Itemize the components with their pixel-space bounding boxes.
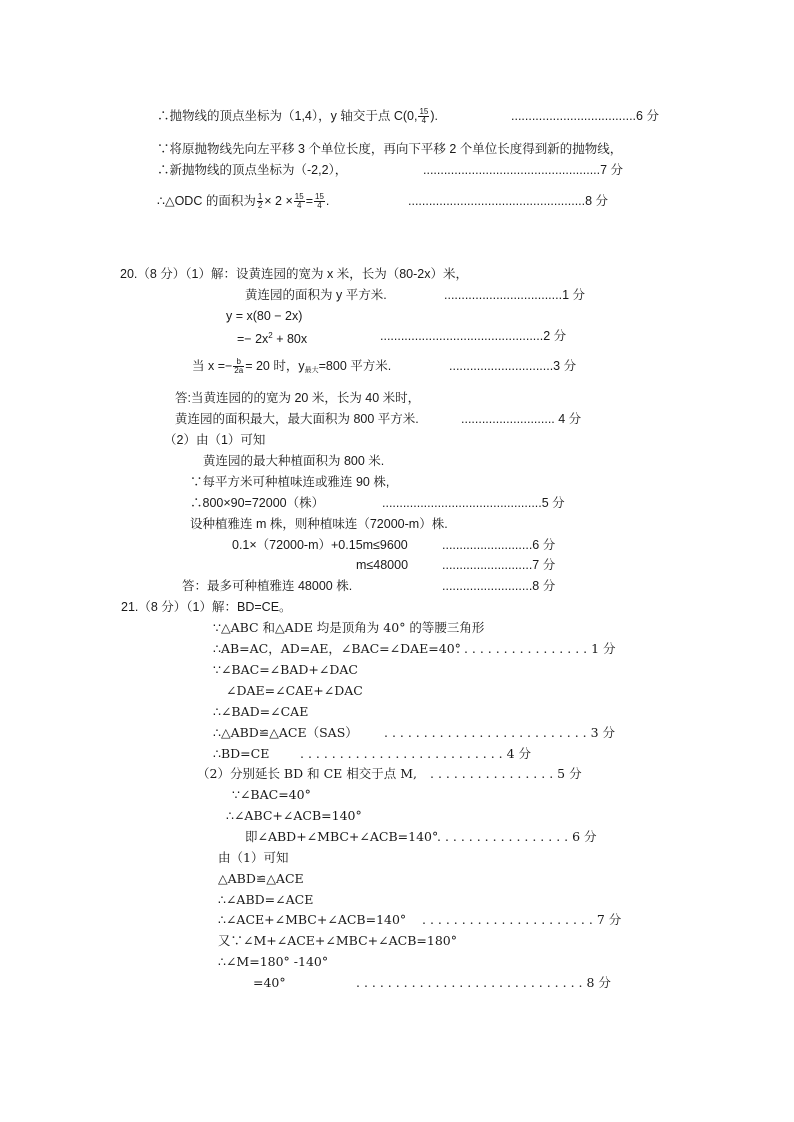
q20-part2: （2）由（1）可知: [164, 433, 266, 447]
q20-line-per-m2: ∵每平方米可种植味连或雅连 90 株,: [190, 475, 390, 489]
q21-line-dae: ∠DAE=∠CAE+∠DAC: [226, 683, 363, 698]
q20-line-formula: y = x(80 − 2x): [226, 309, 303, 323]
q21-line-triangle-sum: 又∵∠M+∠ACE+∠MBC+∠ACB=180°: [218, 933, 457, 948]
q20-line-inequality: 0.1×（72000-m）+0.15m≤9600: [232, 538, 408, 552]
frac-num: 15: [315, 192, 324, 202]
frac-den: 2a: [234, 366, 244, 376]
q20-max-b: = 20 时，y: [245, 359, 305, 373]
q21-line-from-1: 由（1）可知: [218, 850, 289, 865]
q20-score-4: ........................... 4 分: [461, 412, 582, 426]
q20-line-max-area: 黄连园的最大种植面积为 800 米.: [203, 454, 385, 468]
q20-answer-1: 答:当黄连园的的宽为 20 米，长为 40 米时，: [175, 391, 421, 405]
frac-den: 4: [297, 201, 302, 211]
q21-line-congruent: ∴△ABD≌△ACE（SAS）: [213, 725, 358, 740]
q21-score-5: . . . . . . . . . . . . . . . . 5 分: [430, 766, 582, 781]
q20-score-3: ..............................3 分: [449, 359, 577, 373]
q21-line-bd-ce: ∴BD=CE: [213, 746, 270, 761]
q19-fraction-result: [314, 193, 325, 210]
q20-score-6: ..........................6 分: [442, 538, 556, 552]
q20-line-m-result: m≤48000: [356, 558, 409, 572]
q21-line-congruent-2: △ABD≌△ACE: [218, 871, 304, 886]
q20-score-8: ..........................8 分: [442, 579, 556, 593]
q20-max-c: =800 平方米.: [318, 359, 392, 373]
q21-line-abd-mbc: 即∠ABD+∠MBC+∠ACB=140°: [245, 829, 439, 844]
q19-area-mid: × 2 ×: [264, 194, 293, 208]
q20-score-2: ...............................................2 分: [380, 329, 567, 343]
q21-line-given: ∵△ABC 和△ADE 均是顶角为 40° 的等腰三角形: [213, 620, 485, 635]
q21-part2: （2）分别延长 BD 和 CE 相交于点 M,: [197, 766, 417, 781]
q20-max-sub: 最大: [304, 367, 319, 374]
q20-line-expand: [237, 328, 307, 347]
q20-line-max: [192, 358, 391, 379]
q21-score-6: . . . . . . . . . . . . . . . . . 6 分: [437, 829, 597, 844]
q21-score-1: . . . . . . . . . . . . . . . . . 1 分: [456, 641, 616, 656]
q21-line-m-result: =40°: [253, 975, 286, 990]
q21-score-7: . . . . . . . . . . . . . . . . . . . . . . 7 分: [422, 912, 622, 927]
q19-area-eq: =: [305, 194, 313, 208]
q20-fraction-b-2a: [233, 358, 244, 375]
q20-answer-2: 黄连园的面积最大，最大面积为 800 平方米.: [175, 412, 419, 426]
q21-line-ace-sum: ∴∠ACE+∠MBC+∠ACB=140°: [218, 912, 407, 927]
q20-expand-b: + 80x: [272, 332, 308, 346]
q19-score-7: ...................................................7 分: [423, 163, 624, 177]
frac-num: 15: [294, 192, 304, 202]
q19-vertex-close: ).: [430, 109, 438, 123]
q19-score-8: ...................................................8 分: [408, 194, 609, 208]
q20-max-a: 当 x =−: [192, 359, 233, 373]
q20-heading: 20.（8 分）（1）解：设黄连园的宽为 x 米，长为（80-2x）米，: [120, 267, 468, 281]
q20-final-answer: 答：最多可种植雅连 48000 株.: [182, 579, 353, 593]
q21-line-abc-acb: ∴∠ABC+∠ACB=140°: [226, 808, 362, 823]
q21-line-bac: ∵∠BAC=∠BAD+∠DAC: [213, 662, 358, 677]
q20-expand-sup: 2: [268, 331, 273, 340]
q20-line-let-m: 设种植雅连 m 株，则种植味连（72000-m）株.: [190, 517, 448, 531]
frac-num: 1: [257, 192, 263, 202]
q20-line-area-def: 黄连园的面积为 y 平方米.: [245, 288, 387, 302]
q20-line-total: ∴800×90=72000（株）: [190, 496, 325, 510]
q19-area-end: .: [325, 194, 330, 208]
frac-num: 15: [419, 107, 429, 117]
q19-area-text: ∴△ODC 的面积为: [157, 194, 256, 208]
q19-score-6: ....................................6 分: [511, 109, 659, 123]
q21-line-m-calc: ∴∠M=180° -140°: [218, 954, 329, 969]
q19-fraction-15-4: [294, 193, 305, 210]
q21-heading: 21.（8 分）（1）解：BD=CE。: [121, 600, 292, 614]
q20-expand-a: =− 2x: [237, 332, 269, 346]
q21-score-4: . . . . . . . . . . . . . . . . . . . . . . . . . . 4 分: [300, 746, 532, 761]
q21-line-bac-40: ∵∠BAC=40°: [232, 787, 311, 802]
q19-line-vertex: [157, 108, 438, 125]
q19-fraction-c: [418, 108, 429, 125]
frac-den: 4: [317, 201, 322, 211]
q19-line-new-vertex: ∴新抛物线的顶点坐标为（-2,2），: [157, 163, 348, 177]
frac-den: 2: [257, 201, 263, 211]
q19-fraction-half: [257, 193, 263, 210]
q21-line-abd-ace: ∴∠ABD=∠ACE: [218, 892, 314, 907]
q20-score-1: ..................................1 分: [444, 288, 586, 302]
q19-vertex-text: ∴抛物线的顶点坐标为（1,4），y 轴交于点 C(0,: [157, 109, 418, 123]
q19-line-area: [157, 193, 329, 210]
q21-score-8: . . . . . . . . . . . . . . . . . . . . . . . . . . . . . 8 分: [356, 975, 611, 990]
q19-line-translate: ∵将原抛物线先向左平移 3 个单位长度，再向下平移 2 个单位长度得到新的抛物线，: [157, 142, 623, 156]
q20-score-7: ..........................7 分: [442, 558, 556, 572]
q20-score-5: ..............................................5 分: [382, 496, 565, 510]
q21-line-equal-sides: ∴AB=AC，AD=AE，∠BAC=∠DAE=40°: [213, 641, 461, 656]
frac-num: b: [233, 358, 244, 367]
frac-den: 4: [421, 116, 427, 126]
q21-score-3: . . . . . . . . . . . . . . . . . . . . . . . . . . 3 分: [384, 725, 616, 740]
q21-line-bad-cae: ∴∠BAD=∠CAE: [213, 704, 309, 719]
